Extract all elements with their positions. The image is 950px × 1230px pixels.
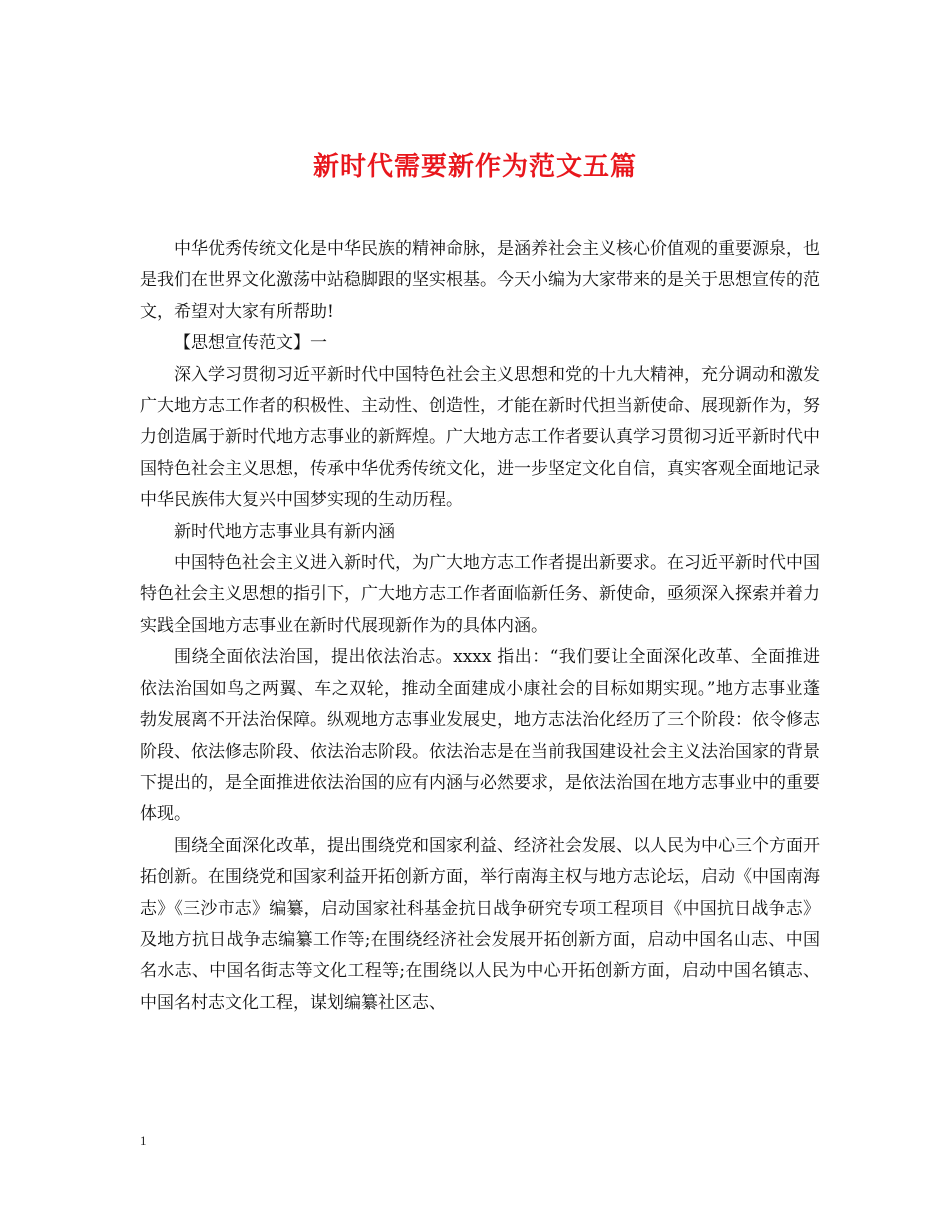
document-body xyxy=(140,234,820,1019)
intro-paragraph: 中华优秀传统文化是中华民族的精神命脉，是涵养社会主义核心价值观的重要源泉，也是我们在世界文化激荡中站稳脚跟的坚实根基。今天小编为大家带来的是关于思想宣传的范文，希望对大家有所帮助! xyxy=(140,239,820,322)
subheading: 新时代地方志事业具有新内涵 xyxy=(174,521,395,542)
page-number: 1 xyxy=(140,1133,147,1148)
section-heading-1: 【思想宣传范文】一 xyxy=(174,333,327,354)
body-paragraph: 深入学习贯彻习近平新时代中国特色社会主义思想和党的十九大精神，充分调动和激发广大地方志工作者的积极性、主动性、创造性，才能在新时代担当新使命、展现新作为，努力创造属于新时代地方志事业的新辉煌。广大地方志工作者要认真学习贯彻习近平新时代中国特色社会主义思想，传承中华优秀传统文化，进一步坚定文化自信，真实客观全面地记录中华民族伟大复兴中国梦实现的生动历程。 xyxy=(140,364,820,511)
body-paragraph: 围绕全面依法治国，提出依法治志。xxxx 指出：“我们要让全面深化改革、全面推进依法治国如鸟之两翼、车之双轮，推动全面建成小康社会的目标如期实现。”地方志事业蓬勃发展离不开法治保障。纵观地方志事业发展史，地方志法治化经历了三个阶段：依令修志阶段、依法修志阶段、依法治志阶段。依法治志是在当前我国建设社会主义法治国家的背景下提出的，是全面推进依法治国的应有内涵与必然要求，是依法治国在地方志事业中的重要体现。 xyxy=(140,647,820,825)
body-paragraph: 中国特色社会主义进入新时代，为广大地方志工作者提出新要求。在习近平新时代中国特色社会主义思想的指引下，广大地方志工作者面临新任务、新使命，亟须深入探索并着力实践全国地方志事业在新时代展现新作为的具体内涵。 xyxy=(140,553,820,636)
document-title: 新时代需要新作为范文五篇 xyxy=(312,152,637,183)
body-paragraph: 围绕全面深化改革，提出围绕党和国家利益、经济社会发展、以人民为中心三个方面开拓创新。在围绕党和国家利益开拓创新方面，举行南海主权与地方志论坛，启动《中国南海志》《三沙市志》编纂，启动国家社科基金抗日战争研究专项工程项目《中国抗日战争志》及地方抗日战争志编纂工作等;在围绕经济社会发展开拓创新方面，启动中国名山志、中国名水志、中国名街志等文化工程等;在围绕以人民为中心开拓创新方面，启动中国名镇志、中国名村志文化工程，谋划编纂社区志、 xyxy=(140,835,820,1013)
